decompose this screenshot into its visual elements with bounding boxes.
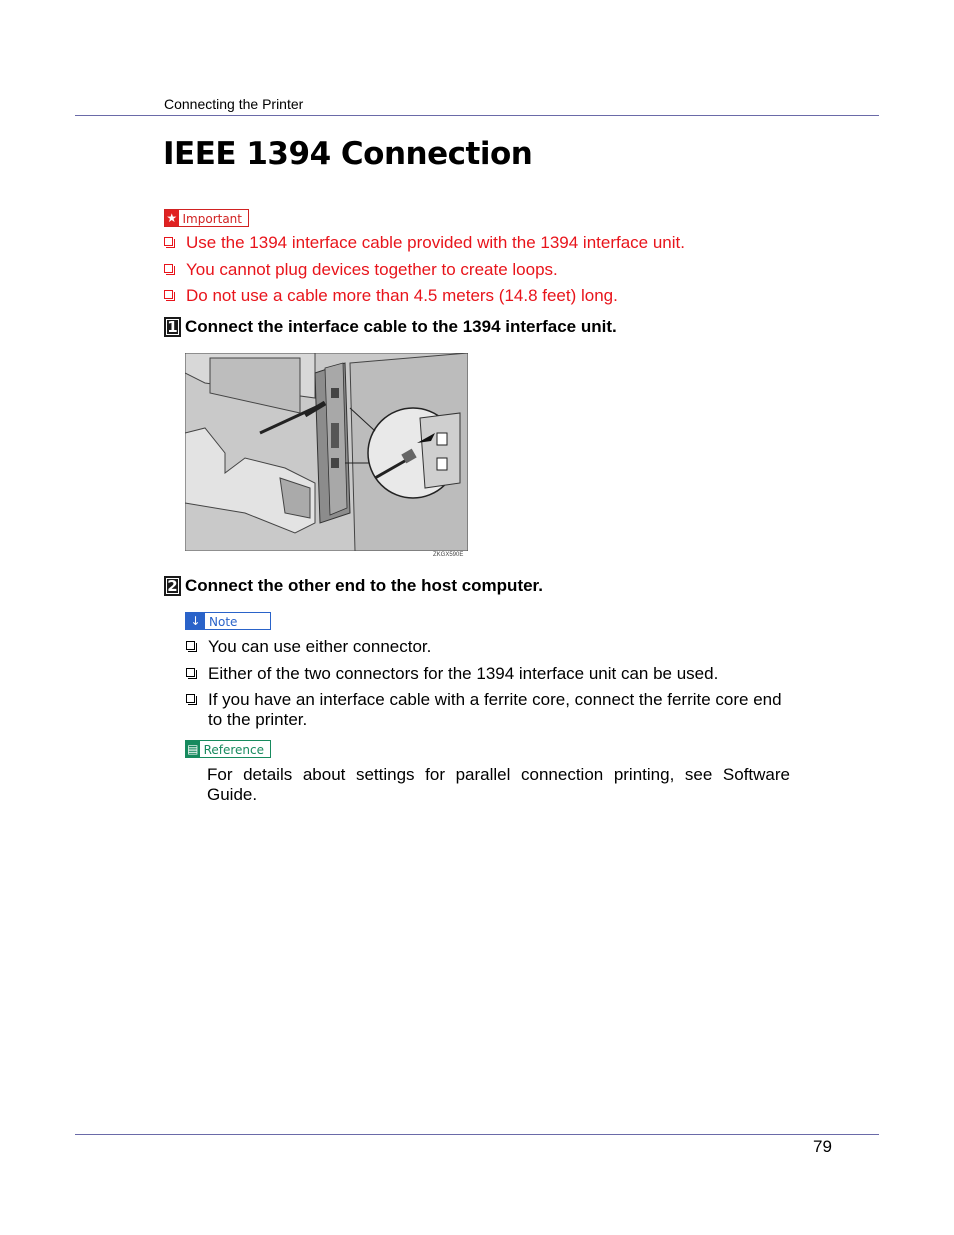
important-item: Do not use a cable more than 4.5 meters (14.8 feet) long. [164,286,685,306]
checkbox-bullet-icon [186,694,195,703]
important-list [164,233,685,313]
step-number: 2 [164,576,181,596]
note-item: If you have an interface cable with a ferrite core, connect the ferrite core end to the printer. [186,690,791,730]
arrow-down-icon: ↓ [186,613,205,629]
page-title: IEEE 1394 Connection [163,136,533,172]
page-number: 79 [813,1137,832,1156]
step-text: Connect the interface cable to the 1394 interface unit. [185,317,617,336]
checkbox-bullet-icon [164,290,173,299]
figure-code: ZKGX590E [433,552,464,558]
printer-interface-illustration [185,353,468,551]
note-item: You can use either connector. [186,637,791,657]
step-number: 1 [164,317,181,337]
step-2 [164,576,543,596]
important-item: Use the 1394 interface cable provided with the 1394 interface unit. [164,233,685,253]
footer-rule [75,1134,879,1135]
checkbox-bullet-icon [164,264,173,273]
checkbox-bullet-icon [186,668,195,677]
reference-badge-label: Reference [203,743,264,757]
running-header: Connecting the Printer [164,96,304,112]
reference-badge [185,740,271,758]
note-badge [185,612,271,630]
important-item: You cannot plug devices together to create loops. [164,260,685,280]
note-list [186,637,791,737]
important-badge-label: Important [182,212,242,226]
step-text: Connect the other end to the host computer. [185,576,543,595]
checkbox-bullet-icon [164,237,173,246]
book-icon: ▤ [187,742,199,756]
reference-text: For details about settings for parallel connection printing, see Software Guide. [207,765,790,804]
step-1 [164,317,617,337]
important-badge [164,209,249,227]
checkbox-bullet-icon [186,641,195,650]
note-item: Either of the two connectors for the 1394 interface unit can be used. [186,664,791,684]
header-rule [75,115,879,116]
note-badge-label: Note [209,615,238,629]
star-icon: ★ [166,211,178,225]
